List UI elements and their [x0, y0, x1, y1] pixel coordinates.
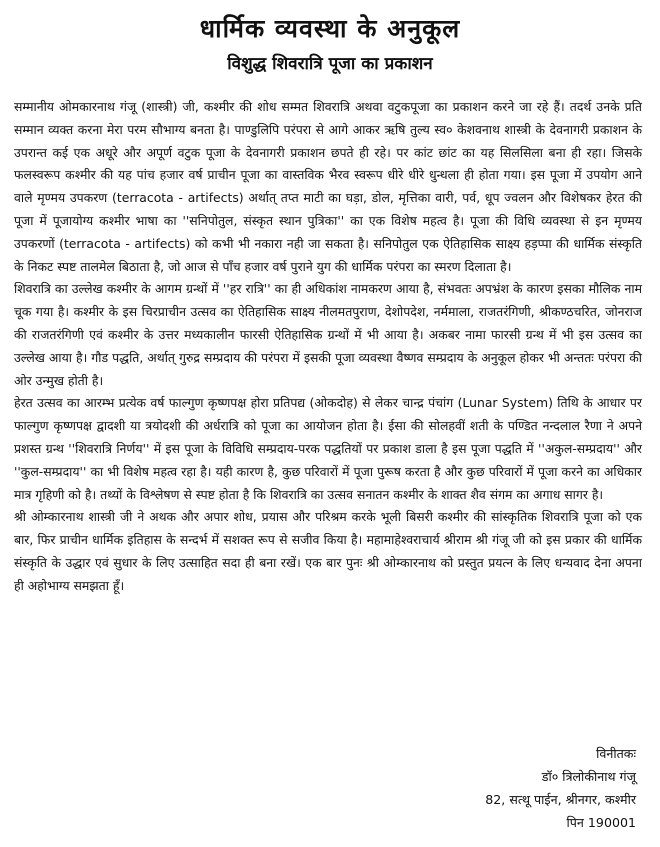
paragraph-2: शिवरात्रि का उल्लेख कश्मीर के आगम ग्रन्थों में ''हर रात्रि'' का ही अधिकांश नामकरण आया है, संभवतः अपभ्रंश के कारण इसका मौलिक नाम चूक गया है। कश्मीर के इस चिरप्राचीन उत्सव का ऐतिहासिक साक्ष्य नीलमतपुराण, देशोपदेश, नर्ममाला, राजतरंगिणी, श्रीकण्ठचरित, जोनराज की राजतरंगिणी एवं कश्मीर के उत्तर मध्यकालीन फारसी ऐतिहासिक ग्रन्थों में भी आया है। अकबर नामा फारसी ग्रन्थ में भी इस उत्सव का उल्लेख आया है। गौड पद्धति, अर्थात् गुरुद्र सम्प्रदाय की परंपरा में इसकी पूजा व्यवस्था वैष्णव सम्प्रदाय के अनुकूल होकर भी अन्ततः परंपरा की ओर उन्मुख होती है। — [14, 281, 642, 388]
page-title: धार्मिक व्यवस्था के अनुकूल — [199, 14, 461, 43]
paragraph-3: हेरत उत्सव का आरम्भ प्रत्येक वर्ष फाल्गुण कृष्णपक्ष होरा प्रतिपद्य (ओकदोह) से लेकर चान्द्र पंचांग (Lunar System) तिथि के आधार पर फाल्गुण कृष्णपक्ष द्वादशी या त्रयोदशी की अर्धरात्रि को पूजा का आयोजन होता है। ईसा की सोलहवीं शती के पण्डित नन्दलाल रैणा ने अपने प्रशस्त ग्रन्थ ''शिवरात्रि निर्णय'' में इस पूजा के विविधि सम्प्रदाय-परक पद्धतियों पर प्रकाश डाला है इस पूजा पद्धति में ''अकुल-सम्प्रदाय'' और ''कुल-सम्प्रदाय'' का भी विशेष महत्व रहा है। यही कारण है, कुछ परिवारों में पूजा पुरूष करता है और कुछ परिवारों में पूजा करने का अधिकार मात्र गृहिणी को है। तथ्यों के विश्लेषण से स्पष्ट होता है कि शिवरात्रि का उत्सव सनातन कश्मीर के शाक्त शैव संगम का अगाध सागर है। — [14, 395, 642, 502]
signature-name: डॉ० त्रिलोकीनाथ गंजू — [541, 769, 636, 784]
page-subtitle: विशुद्ध शिवरात्रि पूजा का प्रकाशन — [227, 54, 433, 74]
signature-pin: पिन 190001 — [566, 815, 636, 830]
document-body — [14, 96, 642, 598]
signature-address: 82, सत्थू पाईन, श्रीनगर, कश्मीर — [485, 792, 636, 807]
paragraph-4: श्री ओम्कारनाथ शास्त्री जी ने अथक और अपार शोध, प्रयास और परिश्रम करके भूली बिसरी कश्मीर की सांस्कृतिक शिवरात्रि पूजा को एक बार, फिर प्राचीन धार्मिक इतिहास के सन्दर्भ में सशक्त रूप से सजीव किया है। महामाहेश्वराचार्य श्रीराम श्री गंजू जी को इस प्रकार की धार्मिक संस्कृति के उद्धार एवं सुधार के लिए उत्साहित सदा ही बना रखें। एक बार पुनः श्री ओम्कारनाथ को प्रस्तुत प्रयत्न के लिए धन्यवाद देना अपना ही अहोभाग्य समझता हूँ। — [14, 509, 642, 593]
signature-closing: विनीतकः — [596, 746, 636, 761]
signature-block — [336, 742, 636, 834]
paragraph-1: सम्मानीय ओमकारनाथ गंजू (शास्त्री) जी, कश्मीर की शोध सम्मत शिवरात्रि अथवा वटुकपूजा का प्रकाशन करने जा रहे हैं। तदर्थ उनके प्रति सम्मान व्यक्त करना मेरा परम सौभाग्य बनता है। पाण्डुलिपि परंपरा से आगे आकर ऋषि तुल्य स्व० केशवनाथ शास्त्री के देवनागरी प्रकाशन के उपरान्त कई एक अधूरे और अपूर्ण वटुक पूजा के देवनागरी प्रकाशन छपते ही रहे। पर कांट छांट का यह सिलसिला बना ही रहा। जिसके फलस्वरूप कश्मीर की यह पांच हजार वर्ष प्राचीन पूजा का वास्तविक भैरव स्वरूप धीरे धीरे धुन्धला ही होता गया। इस पूजा में उपयोग आने वाले मृण्मय उपकरण (terracota - artifects) अर्थात् तप्त माटी का घड़ा, डोल, मृत्तिका वारी, पर्व, धूप ज्वलन और विशेषकर हेरत की पूजा में पूजायोग्य कश्मीर भाषा का ''सनिपोतुल, संस्कृत स्थान पुत्रिका'' का एक विशेष महत्व है। पूजा की विधि व्यवस्था से इन मृण्मय उपकरणों (terracota - artifects) को कभी भी नकारा नही जा सकता है। सनिपोतुल एक ऐतिहासिक साक्ष्य हड़प्पा की धार्मिक संस्कृति के निकट स्पष्ट तालमेल बिठाता है, जो आज से पाँच हजार वर्ष पुराने युग की धार्मिक परंपरा का स्मरण दिलाता है। — [14, 99, 642, 274]
